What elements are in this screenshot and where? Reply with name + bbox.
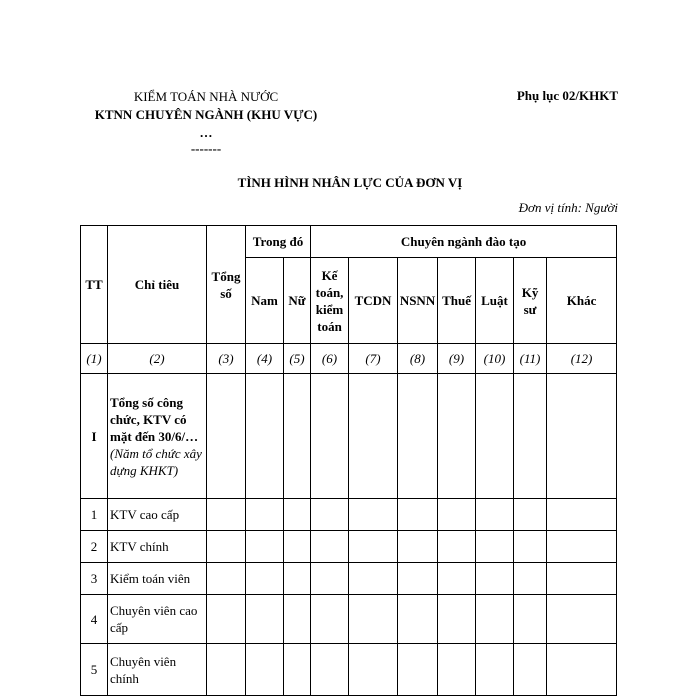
header-luat: Luật — [476, 258, 514, 344]
table-cell — [547, 595, 617, 644]
header-nsnn: NSNN — [398, 258, 438, 344]
col-number: (7) — [349, 344, 398, 374]
table-cell — [514, 644, 547, 696]
agency-header — [80, 88, 332, 156]
row-label-text: Tổng số công chức, KTV có mặt đến 30/6/… — [110, 394, 199, 444]
table-cell — [284, 644, 311, 696]
table-cell — [547, 563, 617, 595]
header-ky-su: Kỹ sư — [514, 258, 547, 344]
col-number: (5) — [284, 344, 311, 374]
column-number-row — [81, 344, 617, 374]
table-cell — [514, 531, 547, 563]
table-cell — [246, 595, 284, 644]
header-chi-tieu: Chỉ tiêu — [108, 226, 207, 344]
header-chuyen-nganh: Chuyên ngành đào tạo — [311, 226, 617, 258]
row-tt: 2 — [81, 531, 108, 563]
header-row-1 — [81, 226, 617, 258]
staffing-table — [80, 225, 617, 696]
table-cell — [349, 563, 398, 595]
table-cell — [207, 595, 246, 644]
table-cell — [246, 374, 284, 499]
header-thue: Thuế — [438, 258, 476, 344]
table-cell — [438, 499, 476, 531]
header-tt: TT — [81, 226, 108, 344]
table-cell — [311, 374, 349, 499]
table-cell — [514, 499, 547, 531]
table-cell — [311, 531, 349, 563]
table-cell — [311, 563, 349, 595]
table-cell — [438, 531, 476, 563]
table-cell — [476, 595, 514, 644]
table-cell — [284, 531, 311, 563]
table-cell — [284, 595, 311, 644]
table-cell — [284, 563, 311, 595]
table-cell — [207, 563, 246, 595]
table-cell — [284, 499, 311, 531]
table-cell — [349, 499, 398, 531]
col-number: (9) — [438, 344, 476, 374]
table-cell — [349, 644, 398, 696]
table-cell — [311, 499, 349, 531]
table-cell — [349, 531, 398, 563]
col-number: (4) — [246, 344, 284, 374]
unit-note: Đơn vị tính: Người — [518, 200, 618, 215]
table-cell — [349, 595, 398, 644]
table-cell — [207, 644, 246, 696]
header-khac: Khác — [547, 258, 617, 344]
table-cell — [246, 644, 284, 696]
table-cell — [438, 374, 476, 499]
table-cell — [476, 531, 514, 563]
table-cell — [438, 563, 476, 595]
table-cell — [547, 644, 617, 696]
row-tt: 3 — [81, 563, 108, 595]
table-row — [81, 531, 617, 563]
agency-name: KIỂM TOÁN NHÀ NƯỚC — [133, 89, 279, 104]
department-name: KTNN CHUYÊN NGÀNH (KHU VỰC) — [94, 107, 318, 122]
col-number: (3) — [207, 344, 246, 374]
row-label — [108, 374, 207, 499]
col-number: (6) — [311, 344, 349, 374]
table-cell — [514, 563, 547, 595]
table-cell — [398, 499, 438, 531]
row-tt: 1 — [81, 499, 108, 531]
table-cell — [311, 595, 349, 644]
table-cell — [476, 374, 514, 499]
col-number: (8) — [398, 344, 438, 374]
col-number: (2) — [108, 344, 207, 374]
row-label: Chuyên viên cao cấp — [108, 595, 207, 644]
table-cell — [246, 499, 284, 531]
header-ke-toan: Kế toán, kiểm toán — [311, 258, 349, 344]
header-tcdn: TCDN — [349, 258, 398, 344]
appendix-label: Phụ lục 02/KHKT — [516, 88, 618, 103]
row-tt: 4 — [81, 595, 108, 644]
table-cell — [398, 644, 438, 696]
table-cell — [547, 531, 617, 563]
document-title: TÌNH HÌNH NHÂN LỰC CỦA ĐƠN VỊ — [237, 175, 463, 190]
row-label: KTV cao cấp — [108, 499, 207, 531]
table-cell — [514, 595, 547, 644]
row-label: Kiểm toán viên — [108, 563, 207, 595]
table-cell — [514, 374, 547, 499]
col-number: (10) — [476, 344, 514, 374]
header-divider: ------- — [190, 141, 222, 156]
table-cell — [207, 499, 246, 531]
table-row — [81, 499, 617, 531]
table-cell — [284, 374, 311, 499]
table-cell — [476, 499, 514, 531]
table-cell — [349, 374, 398, 499]
table-row-total — [81, 374, 617, 499]
table-cell — [311, 644, 349, 696]
table-cell — [476, 644, 514, 696]
row-label-note: (Năm tổ chức xây dựng KHKT) — [110, 445, 202, 478]
row-label: KTV chính — [108, 531, 207, 563]
department-placeholder: … — [199, 125, 213, 140]
table-cell — [398, 563, 438, 595]
row-tt: I — [81, 374, 108, 499]
header-nam: Nam — [246, 258, 284, 344]
table-row — [81, 563, 617, 595]
header-tong-so: Tổng số — [207, 226, 246, 344]
table-cell — [398, 374, 438, 499]
header-trong-do: Trong đó — [246, 226, 311, 258]
table-cell — [207, 531, 246, 563]
table-cell — [438, 644, 476, 696]
table-cell — [438, 595, 476, 644]
table-cell — [547, 499, 617, 531]
col-number: (1) — [81, 344, 108, 374]
table-row — [81, 595, 617, 644]
row-tt: 5 — [81, 644, 108, 696]
table-cell — [207, 374, 246, 499]
table-cell — [398, 531, 438, 563]
table-cell — [547, 374, 617, 499]
table-cell — [476, 563, 514, 595]
table-row — [81, 644, 617, 696]
table-cell — [246, 563, 284, 595]
col-number: (12) — [547, 344, 617, 374]
header-nu: Nữ — [284, 258, 311, 344]
table-cell — [398, 595, 438, 644]
table-cell — [246, 531, 284, 563]
row-label: Chuyên viên chính — [108, 644, 207, 696]
col-number: (11) — [514, 344, 547, 374]
